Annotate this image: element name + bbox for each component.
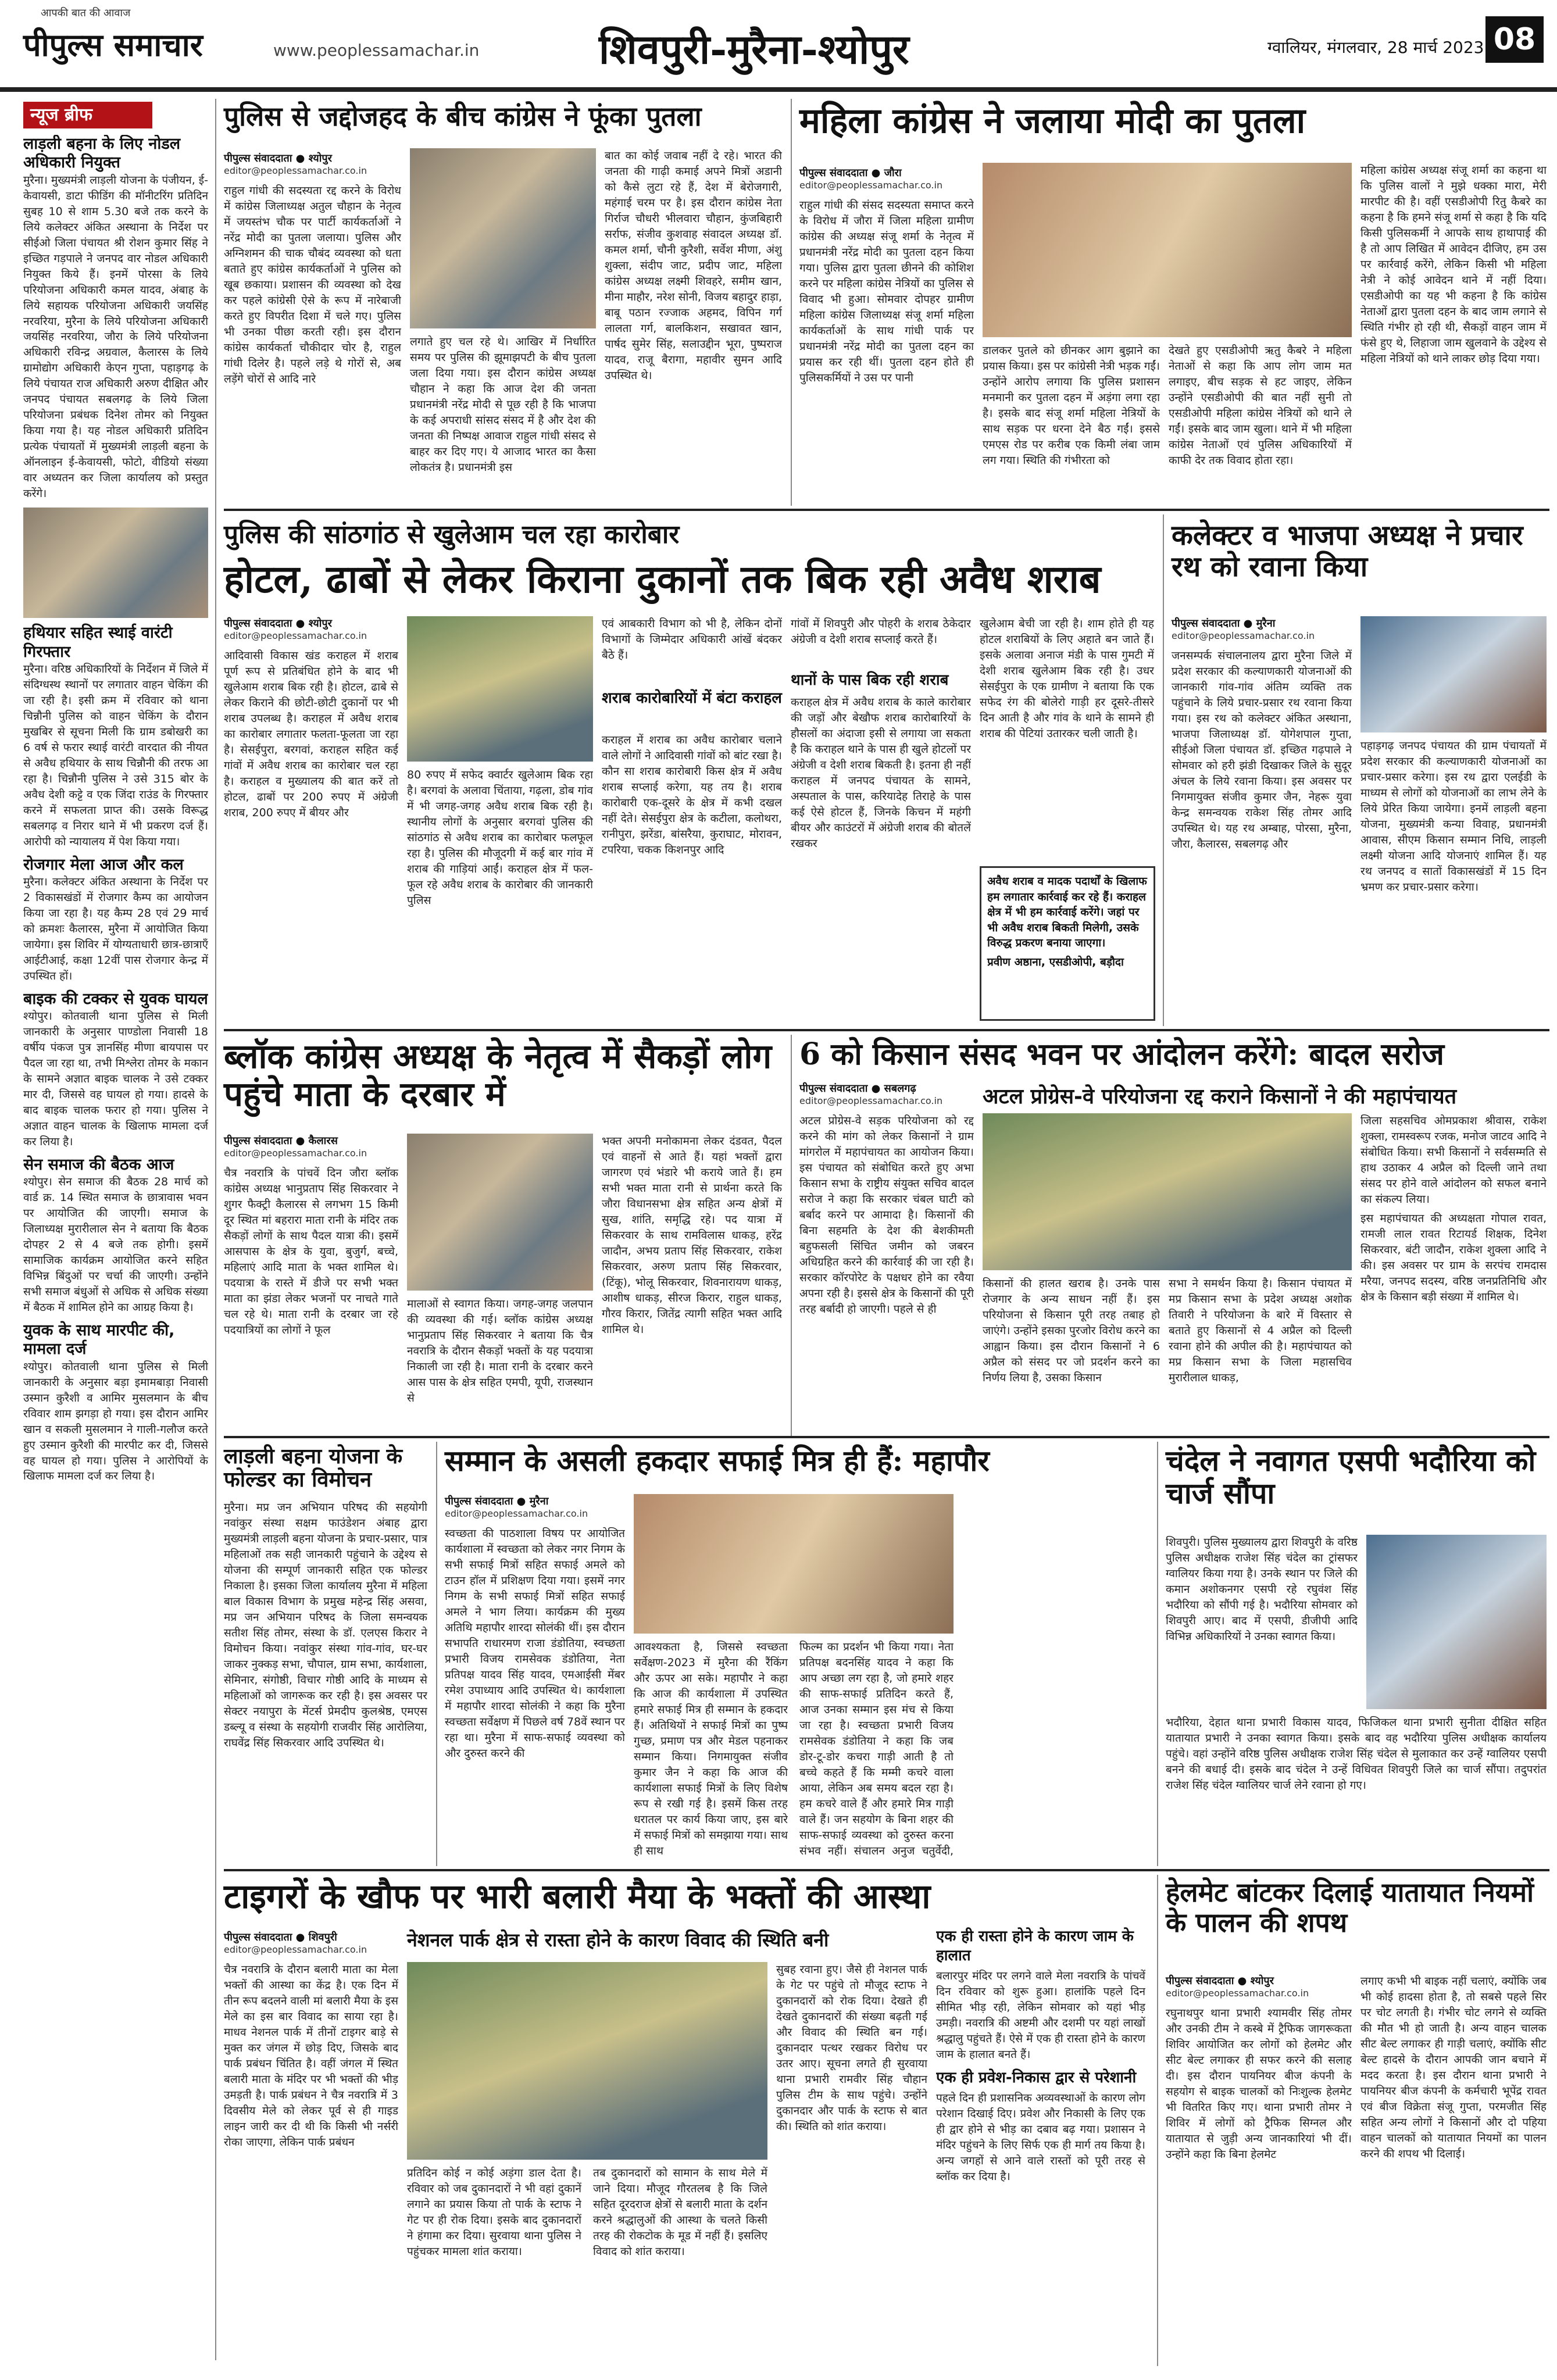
- headline-police-effigy: पुलिस से जद्दोजहद के बीच कांग्रेस ने फूंका पुतला: [224, 101, 702, 132]
- story-text: 80 रुपए में सफेद क्वार्टर खुलेआम बिक रहा है। बरगवां के अलावा चिंताया, गढ़ला, डोब गांव में भी जगह-जगह अवैध शराब बिक रही है। स्थानीय लोगों के अनुसार बरगवां पुलिस की सांठगांठ से अवैध शराब का कारोबार फलफूल रहा है। पुलिस की मौजूदगी में कई बार गांव में शराब की गाड़ियां आईं। कराहल क्षेत्र में फल-फूल रहे अवैध शराब के कारोबार की जानकारी पुलिस: [407, 769, 593, 907]
- byline-email[interactable]: editor@peoplessamachar.co.in: [224, 630, 367, 641]
- headline-mahila: महिला कांग्रेस ने जलाया मोदी का पुतला: [799, 101, 1306, 141]
- byline-block: [224, 616, 398, 641]
- story-paragraph: इस महापंचायत की अध्यक्षता गोपाल रावत, रामजी लाल रावत रिटायर्ड शिक्षक, दिनेश सिकरवार, बंटी जादौन, राकेश शुक्ला आदि ने की। इस अवसर पर ग्राम के सरपंच रामदास मरैया, जनपद सदस्य, वरिष्ठ जनप्रतिनिधि और क्षेत्र के किसान बड़ी संख्या में शामिल थे।: [1360, 1212, 1547, 1303]
- brief-item: [23, 1321, 208, 1485]
- page-number: 08: [1485, 16, 1544, 63]
- safai-event-photo: [634, 1494, 954, 1634]
- news-brief-label: न्यूज ब्रीफ: [23, 102, 152, 128]
- mela-photo: [407, 1962, 767, 2160]
- headline-ladli: लाड़ली बहना योजना के फोल्डर का विमोचन: [224, 1444, 403, 1492]
- byline-email[interactable]: editor@peoplessamachar.co.in: [224, 1148, 367, 1159]
- subheadline-tiger: नेशनल पार्क क्षेत्र से रास्ता होने के कारण विवाद की स्थिति बनी: [407, 1929, 829, 1951]
- byline-block: [1172, 616, 1346, 641]
- rath-photo: [1360, 616, 1547, 732]
- brief-item: [23, 1156, 208, 1316]
- byline-block: [1166, 1974, 1340, 1999]
- brief-title: हथियार सहित स्थाई वारंटी गिरफ्तार: [23, 624, 173, 661]
- brief-title: सेन समाज की बैठक आज: [23, 1155, 174, 1174]
- section-rule: [224, 1029, 1549, 1031]
- byline: पीपुल्स संवाददाता ● कैलारस: [224, 1135, 338, 1147]
- story-text: मालाओं से स्वागत किया। जगह-जगह जलपान की व्यवस्था की गई। ब्लॉक कांग्रेस अध्यक्ष भानुप्रताप सिंह सिकरवार ने बताया कि चैत्र नवरात्रि के दौरान सैकड़ों भक्तों के यह पदयात्रा निकाली जा रही है। माता रानी के दरबार करने आस पास के क्षेत्र सहित एमपी, यूपी, राजस्थान से: [407, 1298, 593, 1405]
- brief-body: श्योपुर। सेन समाज की बैठक 28 मार्च को वार्ड क्र. 14 स्थित समाज के छात्रावास भवन पर आयोजित की जाएगी। समाज के जिलाध्यक्ष मुरारीलाल सेन ने बताया कि बैठक दोपहर 2 से 4 बजे तक होगी। इसमें सामाजिक कार्यक्रम आयोजित करने सहित विभिन्न बिंदुओं पर चर्चा की जाएगी। उन्होंने सभी समाज बंधुओं से अधिक से अधिक संख्या में बैठक में शामिल होने का आग्रह किया है।: [23, 1175, 208, 1314]
- story-paragraph: जिला सहसचिव ओमप्रकाश श्रीवास, राकेश शुक्ला, रामस्वरूप रजक, मनोज जाटव आदि ने संबोधित किया। सभी किसानों ने सर्वसम्मति से हाथ उठाकर 4 अप्रैल को दिल्ली जाने तथा संसद पर होने वाले आंदोलन को सफल बनाने का संकल्प लिया।: [1360, 1114, 1547, 1206]
- headline-liquor: होटल, ढाबों से लेकर किराना दुकानों तक बिक रही अवैध शराब: [224, 556, 1101, 602]
- column-divider: [791, 1035, 792, 1436]
- headline-farmers: 6 को किसान संसद भवन पर आंदोलन करेंगे: बादल सरोज: [799, 1037, 1444, 1072]
- story-text: एवं आबकारी विभाग को भी है, लेकिन दोनों विभागों के जिम्मेदार अधिकारी आंखें बंदकर बैठे हैं।: [602, 617, 782, 662]
- headline-helmet: हेलमेट बांटकर दिलाई यातायात नियमों के पालन की शपथ: [1166, 1877, 1534, 1938]
- subheadline-farmers: अटल प्रोग्रेस-वे परियोजना रद्द कराने किसानों ने की महापंचायत: [983, 1085, 1457, 1109]
- headline-block-congress: ब्लॉक कांग्रेस अध्यक्ष के नेतृत्व में सैकड़ों लोग पहुंचे माता के दरबार में: [224, 1037, 772, 1114]
- byline: पीपुल्स संवाददाता ● श्योपुर: [224, 152, 332, 165]
- protest-photo: [983, 163, 1352, 337]
- story-text: अटल प्रोग्रेस-वे सड़क परियोजना को रद्द करने की मांग को लेकर किसानों ने ग्राम मांगरोल में महापंचायत का आयोजन किया। इस पंचायत को संबोधित करते हुए अभा किसान सभा के राष्ट्रीय संयुक्त सचिव बादल सरोज ने कहा कि सरकार चंबल घाटी को बर्बाद करने पर आमादा है। किसानों की बिना सहमति के देश की बेशकीमती बहुफसली सिंचित जमीन को जबरन अधिग्रहित करने की कार्रवाई की जा रही है। सरकार कॉरपोरेट के पक्षधर होने का रवैया अपना रही है। इससे क्षेत्र के किसानों की पूरी तरह बर्बादी हो जाएगी। पहले से ही: [799, 1114, 974, 1316]
- story-text: किसानों की हालत खराब है। उनके पास रोजगार के अन्य साधन नहीं हैं। इस परियोजना से किसान पूरी तरह तबाह हो जाएंगे। उन्होंने इसका पुरजोर विरोध करने का आह्वान किया। इस दौरान किसानों ने 6 अप्रैल को संसद पर जो प्रदर्शन करने का निर्णय लिया है, उसका किसान: [983, 1277, 1160, 1384]
- byline-email[interactable]: editor@peoplessamachar.co.in: [1166, 1988, 1309, 1999]
- story-text: गांवों में शिवपुरी और पोहरी के शराब ठेकेदार अंग्रेजी व देशी शराब सप्लाई करते हैं।: [791, 617, 971, 646]
- column-divider: [436, 1442, 437, 1866]
- section-title: शिवपुरी-मुरैना-श्योपुर: [599, 25, 909, 73]
- brief-title: युवक के साथ मारपीट की, मामला दर्ज: [23, 1321, 175, 1359]
- brief-body: मुरैना। वरिष्ठ अधिकारियों के निर्देशन में जिले में संदिग्धस्थ स्थानों पर लगातार वाहन चेकिंग की जा रही है। इसी क्रम में रविवार को थाना चिन्नौनी पुलिस को वाहन चेकिंग के दौरान मुखबिर से सूचना मिली कि ग्राम डबोखरी का 6 वर्ष से फरार स्थाई वारंटी वारदात की नीयत से अवैध हथियार के साथ चिन्नौनी की तरफ आ रहा है। चिन्नौनी पुलिस ने उसे 315 बोर के अवैध देशी कट्टे व एक जिंदा राउंड के गिरफ्तार करने में सफलता प्राप्त की। उसके विरूद्ध सबलगढ़ व निरार थाने में भी प्रकरण दर्ज हैं। आरोपी को न्यायालय में पेश किया गया।: [23, 662, 208, 848]
- story-text: आदिवासी विकास खंड कराहल में शराब पूर्ण रूप से प्रतिबंधित होने के बाद भी खुलेआम शराब बिक रही है। होटल, ढाबे से लेकर किराने की छोटी-छोटी दुकानों पर भी शराब उपलब्ध है। कराहल में अवैध शराब का कारोबार लगातार फलता-फूलता जा रहा है। सेसईपुरा, बरगवां, कराहल सहित कई गांवों में अवैध शराब का कारोबार चल रहा है। कराहल व मुख्यालय की बात करें तो होटल, ढाबों पर 200 रुपए में अंग्रेजी शराब, 200 रुपए में बीयर और: [224, 649, 398, 819]
- story-text: पहले दिन ही प्रशासनिक अव्यवस्थाओं के कारण लोग परेशान दिखाई दिए। प्रवेश और निकासी के लिए एक ही द्वार होने से भीड़ का दबाव बढ़ गया। प्रशासन ने मंदिर पहुंचने के लिए सिर्फ एक ही मार्ग तय किया है। अन्य जगहों से आने वाले रास्तों को पूरी तरह से ब्लॉक कर दिया है।: [936, 2092, 1145, 2184]
- story-text: फिल्म का प्रदर्शन भी किया गया। नेता प्रतिपक्ष बदनसिंह यादव ने कहा कि आप अच्छा लग रहा है, जो हमारे शहर की साफ-सफाई प्रतिदिन करते हैं, आज उनका सम्मान इस मंच से किया जा रहा है। स्वच्छता प्रभारी विजय रामसेवक डंडोतिया ने कहा कि जब डोर-टू-डोर कचरा गाड़ी आती है तो बच्चे कहते हैं कि मम्मी कचरे वाला आया, लेकिन अब समय बदल रहा है। हम कचरे वाले हैं और हमारे मित्र गाड़ी वाले हैं। जन सहयोग के बिना शहर की साफ-सफाई व्यवस्था को दुरुस्त करना संभव नहीं। संचालन अनुज चतुर्वेदी,: [799, 1641, 954, 1857]
- column-divider: [1157, 1875, 1158, 2366]
- column-divider: [215, 99, 216, 2360]
- story-text: पहाड़गढ़ जनपद पंचायत की ग्राम पंचायतों में प्रदेश सरकार की कल्याणकारी योजनाओं का प्रचार-प्रसार करेगा। इस रथ द्वारा एलईडी के माध्यम से लोगों को योजनाओं का लाभ लेने के लिये प्रेरित किया जायेगा। इनमें लाड़ली बहना योजना, मुख्यमंत्री कन्या विवाह, प्रधानमंत्री आवास, सीएम किसान सम्मान निधि, लाड़ली लक्ष्मी योजना आदि योजनाएं शामिल हैं। यह रथ जनपद व सातों विकासखंडों में 15 दिन भ्रमण कर प्रचार-प्रसार करेगा।: [1360, 739, 1547, 894]
- story-text: राहुल गांधी की संसद सदस्यता समाप्त करने के विरोध में जौरा में जिला महिला ग्रामीण कांग्रेस की अध्यक्ष संजू शर्मा के नेतृत्व में प्रधानमंत्री नरेंद्र मोदी का पुतला दहन किया गया। पुलिस द्वारा पुतला छीनने की कोशिश करने पर महिला कांग्रेस नेत्रियों का पुलिस से विवाद भी हुआ। सोमवार दोपहर ग्रामीण महिला कांग्रेस जिलाध्यक्ष संजू शर्मा महिला कार्यकर्ताओं के साथ गांधी पार्क पर प्रधानमंत्री नरेंद्र मोदी का पुतला दहन का प्रयास कर रही थीं। पुतला दहन होते ही पुलिसकर्मियों ने उस पर पानी: [799, 199, 974, 384]
- byline: पीपुल्स संवाददाता ● जौरा: [799, 167, 902, 179]
- official-quote-box: [980, 866, 1155, 1021]
- story-text: डालकर पुतले को छीनकर आग बुझाने का प्रयास किया। इस पर कांग्रेसी नेत्री भड़क गईं। उन्होंने आरोप लगाया कि पुलिस प्रशासन मनमानी कर पुतला दहन में अड़ंगा लगा रहा है। इसके बाद संजू शर्मा महिला नेत्रियों के साथ सड़क पर धरना देने बैठ गईं। इससे एमएस रोड पर करीब एक किमी लंबा जाम लग गया। स्थिति की गंभीरता को: [983, 344, 1160, 467]
- column-divider: [1163, 514, 1164, 1026]
- byline-email[interactable]: editor@peoplessamachar.co.in: [1172, 630, 1315, 641]
- brief-body: श्योपुर। कोतवाली थाना पुलिस से मिली जानकारी के अनुसार बड़ा इमामबाड़ा निवासी उस्मान कुरैशी व आमिर मुसलमान के बीच रविवार शाम झगड़ा हो गया। इस दौरान आमिर खान व सकली मुसलमान ने गाली-गलौज करते हुए उस्मान कुरैशी की मारपीट कर दी, जिससे वह घायल हो गया। पुलिस ने आरोपियों के खिलाफ मामला दर्ज कर लिया है।: [23, 1360, 208, 1483]
- story-text: जनसम्पर्क संचालनालय द्वारा मुरैना जिले में प्रदेश सरकार की कल्याणकारी योजनाओं की जानकारी गांव-गांव अंतिम व्यक्ति तक पहुंचाने के लिये प्रचार-प्रसार रथ रवाना किया गया। इस रथ को कलेक्टर अंकित अस्थाना, भाजपा जिलाध्यक्ष डॉ. योगेशपाल गुप्ता, सीईओ जिला पंचायत डॉ. इच्छित गढ़पाले ने सोमवार को हरी झंडी दिखाकर जिले के सुदूर अंचल के लिये रवाना किया। इस अवसर पर निगमायुक्त संजीव कुमार जैन, नेहरू युवा केन्द्र समन्वयक राकेश सिंह तोमर आदि उपस्थित थे। यह रथ अम्बाह, पोरसा, मुरैना, जौरा, कैलारस, सबलगढ़ और: [1172, 649, 1352, 850]
- liquor-photo: [407, 616, 593, 762]
- section-rule: [224, 1436, 1549, 1438]
- story-text: शिवपुरी। पुलिस मुख्यालय द्वारा शिवपुरी के वरिष्ठ पुलिस अधीक्षक राजेश सिंह चंदेल का ट्रांसफर ग्वालियर किया गया है। उनके स्थान पर जिले की कमान अशोकनगर एसपी रहे रघुवंश सिंह भदौरिया को सौंपी गई है। भदौरिया सोमवार को शिवपुरी आए। बाद में एसपी, डीजीपी आदि विभिन्न अधिकारियों ने उनका स्वागत किया।: [1166, 1536, 1358, 1643]
- subhead: थानों के पास बिक रही शराब: [791, 671, 949, 689]
- story-text: बलारपुर मंदिर पर लगने वाले मेला नवरात्रि के पांचवें दिन रविवार को शुरू हुआ। हालांकि पहले दिन सीमित भीड़ रही, लेकिन सोमवार को यहां भीड़ उमड़ी। नवरात्रि की अष्टमी और दशमी पर यहां लाखों श्रद्धालु पहुंचते हैं। ऐसे में एक ही रास्ता होने के कारण जाम के हालात बनते हैं।: [936, 1970, 1145, 2061]
- story-text: चैत्र नवरात्रि के दौरान बलारी माता का मेला भक्तों की आस्था का केंद्र है। एक दिन में तीन रूप बदलने वाली मां बलारी मैया के इस मेले का इस बार विवाद का साया रहा है। माधव नेशनल पार्क में तीनों टाइगर बाड़े से मुक्त कर जंगल में छोड़ दिए, जिसके बाद पार्क प्रबंधन चिंतित है। वहीं जंगल में स्थित बलारी माता के मंदिर पर भी भक्तों की भीड़ उमड़ती है। पार्क प्रबंधन ने चैत्र नवरात्रि में 3 दिवसीय मेले को लेकर पूर्व से ही गाइड लाइन जारी कर दी थी कि किसी भी नर्सरी रोका जाएगा, लेकिन पार्क प्रबंधन: [224, 1963, 398, 2149]
- byline: पीपुल्स संवाददाता ● मुरैना: [445, 1495, 549, 1507]
- story-text: सुबह रवाना हुए। जैसे ही नेशनल पार्क के गेट पर पहुंचे तो मौजूद स्टाफ ने दुकानदारों को रोक दिया। देखते ही देखते दुकानदारों की संख्या बढ़ती गई और विवाद की स्थिति बन गई। दुकानदार पत्थर रखकर विरोध पर उतर आए। सूचना लगते ही सुरवाया थाना प्रभारी रामवीर सिंह चौहान पुलिस टीम के साथ पहुंचे। उन्होंने दुकानदार और पार्क के स्टाफ से बात की। स्थिति को शांत कराया।: [776, 1963, 927, 2133]
- brief-title: लाड़ली बहना के लिए नोडल अधिकारी नियुक्त: [23, 135, 181, 172]
- brief-item: [23, 990, 208, 1150]
- byline-block: [224, 151, 398, 176]
- story-text: लगाए कभी भी बाइक नहीं चलाएं, क्योंकि जब भी कोई हादसा होता है, तो सबसे पहले सिर पर चोट लगती है। गंभीर चोट लगने से व्यक्ति की मौत भी हो जाती है। अन्य वाहन चालक सीट बेल्ट लगाकर ही गाड़ी चलाएं, क्योंकि सीट बेल्ट हादसे के दौरान आपकी जान बचाने में मदद करता है। इस दौरान थाना प्रभारी ने पायनियर बीज कंपनी के कर्मचारी भूपेंद्र रावत एवं बीज विक्रेता संजू गुप्ता, परमजीत सिंह सहित अन्य लोगों ने किसानों और दो पहिया वाहन चालकों को यातायात नियमों का पालन करने की शपथ भी दिलाई।: [1360, 1975, 1547, 2160]
- padyatra-photo: [407, 1134, 593, 1291]
- story-text: बात का कोई जवाब नहीं दे रहे। भारत की जनता की गाढ़ी कमाई अपने मित्रों अडानी को कैसे लुटा रहे हैं, देश में बेरोजगारी, महंगाई चरम पर है। इस दौरान कांग्रेस नेता गिर्राज चौधरी भीलवारा चौहान, कुंजबिहारी सर्राफ, संजीव कुशवाह संवादल अध्यक्ष डॉ. कमल शर्मा, चौनी कुरैशी, सर्वेश मीणा, अंशु शुक्ला, संदीप जाट, प्रदीप जाट, महिला कांग्रेस अध्यक्ष लक्ष्मी शिवहरे, समीम खान, मीना माहौर, नरेश सोनी, विजय बहादुर हाड़ा, बाबू पठान रज्जाक अहमद, विपिन गर्ग लालता गर्ग, बालकिशन, सखावत खान, पार्षद सुमेर सिंह, सलाउद्दीन भूरा, पुष्पराज यादव, राजू बैरागा, महावीर सुमन आदि उपस्थित थे।: [605, 149, 782, 382]
- byline-block: [224, 1134, 398, 1159]
- story-text: [1360, 1113, 1547, 1430]
- byline: पीपुल्स संवाददाता ● सबलगढ़: [799, 1082, 916, 1095]
- story-text: कराहल में शराब का अवैध कारोबार चलाने वाले लोगों ने आदिवासी गांवों को बांट रखा है। कौन सा शराब कारोबारी किस क्षेत्र में अवैध शराब सप्लाई करेगा, यह तय है। शराब कारोबारी एक-दूसरे के क्षेत्र में कभी दखल नहीं देते। सेसईपुरा क्षेत्र के कटीला, कलोथरा, रानीपुरा, झरेंडा, बांसरैया, कुराघाट, मोरावन, टपरिया, चकक किशनपुर आदि: [602, 734, 782, 856]
- section-rule: [224, 509, 1549, 511]
- headline-collector: कलेक्टर व भाजपा अध्यक्ष ने प्रचार रथ को रवाना किया: [1172, 519, 1523, 583]
- story-text: महिला कांग्रेस अध्यक्ष संजू शर्मा का कहना था कि पुलिस वालों ने मुझे धक्का मारा, मेरी मारपीट की है। वहीं एसडीओपी रितु कैबरे का कहना है कि हमने संजू शर्मा से कहा है कि यदि किसी पुलिसकर्मी ने आपके साथ हाथापाई की है तो आप लिखित में आवेदन दीजिए, हम उस पर कार्रवाई करेंगे, लेकिन किसी भी महिला नेत्री ने कोई आवेदन थाने में नहीं दिया। एसडीओपी का यह भी कहना है कि कांग्रेस नेताओं द्वारा पुतला दहन के बाद जाम लगाने से स्थिति गंभीर हो रही थी, सैकड़ों वाहन जाम में फंसे हुए थे, लिहाजा जाम खुलवाने के उद्देश्य से महिला नेत्रियों को थाने लाकर छोड़ दिया गया।: [1360, 164, 1547, 365]
- brief-body: श्योपुर। कोतवाली थाना पुलिस से मिली जानकारी के अनुसार पाण्डोला निवासी 18 वर्षीय पंकज पुत्र ज्ञानसिंह मीणा बायपास पर पैदल जा रहा था, तभी मिश्लेरा तोमर के मकान के सामने अज्ञात बाइक चालक ने उसे टक्कर मार दी, जिससे वह घायल हो गया। हादसे के बाद बाइक चालक फरार हो गया। पुलिस ने अज्ञात वाहन चालक के खिलाफ मामला दर्ज कर लिया है।: [23, 1010, 208, 1148]
- story-text: भक्त अपनी मनोकामना लेकर दंडवत, पैदल एवं वाहनों से आते हैं। यहां भक्तों द्वारा जागरण एवं भंडारे भी कराये जाते हैं। हम सभी भक्त माता रानी से प्रार्थना करते कि जौरा विधानसभा क्षेत्र सहित अन्य क्षेत्रों में सुख, शांति, समृद्धि रहे। पद यात्रा में सिकरवार के साथ रामविलास धाकड़, हरेंद्र जादौन, अभय प्रताप सिंह सिकरवार, राकेश सिकरवार, अरुण प्रताप सिंह सिकरवार, (टिंकू), भोलू सिकरवार, शिवनारायण धाकड़, आशीष धाकड़, सीरज किरार, राहुल धाकड़, गौरव किरार, जितेंद्र त्यागी सहित भक्त आदि शामिल थे।: [602, 1135, 782, 1336]
- sp-photo: [1366, 1535, 1547, 1709]
- site-url[interactable]: www.peoplessamachar.in: [273, 41, 480, 60]
- byline-email[interactable]: editor@peoplessamachar.co.in: [224, 165, 367, 176]
- quote-text: अवैध शराब व मादक पदार्थों के खिलाफ हम लगातार कार्रवाई कर रहे हैं। कराहल क्षेत्र में भी हम कार्रवाई करेंगे। जहां पर भी अवैध शराब बिकती मिलेगी, उसके विरुद्ध प्रकरण बनाया जाएगा।: [987, 875, 1147, 950]
- byline-email[interactable]: editor@peoplessamachar.co.in: [224, 1944, 367, 1955]
- story-text: भदौरिया, देहात थाना प्रभारी विकास यादव, फिजिकल थाना प्रभारी सुनीता दीक्षित सहित यातायात प्रभारी ने उनका स्वागत किया। इसके बाद वह भदौरिया पुलिस अधीक्षक कार्यालय पहुंचे। वहां उन्होंने वरिष्ठ पुलिस अधीक्षक राजेश सिंह चंदेल से मुलाकात कर उन्हें ग्वालियर एसपी बनने की बधाई दी। इसके बाद चंदेल ने उन्हें विधिवत शिवपुरी जिले का चार्ज सौंपा। तदुपरांत राजेश सिंह चंदेल ग्वालियर चार्ज लेने रवाना हो गए।: [1166, 1716, 1547, 1792]
- story-text: खुलेआम बेची जा रही है। शाम होते ही यह होटल शराबियों के लिए अहाते बन जाते हैं। इसके अलावा अनाज मंडी के पास गुमटी में देशी शराब खुलेआम बिक रही है। उधर सेसईपुरा के एक ग्रामीण ने बताया कि एक सफेद रंग की बोलेरो गाड़ी हर दूसरे-तीसरे दिन आती है और गांव के थाने के सामने ही शराब की पेटियां उतारकर चली जाती है।: [980, 617, 1154, 740]
- brief-title: बाइक की टक्कर से युवक घायल: [23, 989, 208, 1008]
- story-text: कराहल क्षेत्र में अवैध शराब के काले कारोबार की जड़ों और बेखौफ शराब कारोबारियों के हौसलों का अंदाजा इसी से लगाया जा सकता है कि कराहल थाने के पास ही खुले होटलों पर अंग्रेजी व देशी शराब बिकती है। इतना ही नहीं कराहल में जनपद पंचायत के सामने, अस्पताल के पास, करियादेह तिराहे के पास कई ऐसे होटल हैं, जिनके किचन में महंगी बीयर और काउंटरों में अंग्रेजी शराब की बोतलें रखकर: [791, 696, 971, 850]
- subhead: शराब कारोबारियों में बंटा कराहल: [602, 689, 782, 707]
- brand-logo: पीपुल्स समाचार: [23, 27, 203, 63]
- column-divider: [791, 99, 792, 506]
- headline-safai: सम्मान के असली हकदार सफाई मित्र ही हैं: महापौर: [445, 1443, 990, 1478]
- quote-signature: प्रवीण अष्ठाना, एसडीओपी, बड़ौदा: [987, 955, 1124, 969]
- kicker-liquor: पुलिस की सांठगांठ से खुलेआम चल रहा कारोबार: [224, 520, 680, 549]
- effigy-photo: [410, 148, 596, 328]
- byline-block: [224, 1930, 398, 1955]
- story-text: स्वच्छता की पाठशाला विषय पर आयोजित कार्यशाला में स्वच्छता को लेकर नगर निगम के सभी सफाई मित्रों सहित सफाई अमले को टाउन हॉल में प्रशिक्षण दिया गया। इसमें नगर निगम के सभी सफाई मित्रों सहित सफाई अमले ने भाग लिया। कार्यक्रम की मुख्य अतिथि महापौर शारदा सोलंकी थीं। इस दौरान सभापति राधारमण राजा डंडोतिया, स्वच्छता प्रभारी विजय रामसेवक डंडोतिया, नेता प्रतिपक्ष यादव सिंह यादव, एमआईसी मेंबर रमेश उपाध्याय आदि उपस्थित थे। कार्यशाला में महापौर शारदा सोलंकी ने कहा कि मुरैना स्वच्छता सर्वेक्षण में पिछले वर्ष 78वें स्थान पर रहा था। मुरैना में साफ-सफाई व्यवस्था को और दुरुस्त करने की: [445, 1527, 625, 1760]
- story-text: प्रतिदिन कोई न कोई अड़ंगा डाल देता है। रविवार को जब दुकानदारों ने भी वहां दुकानें लगाने का प्रयास किया तो पार्क के स्टाफ ने गेट पर ही रोक दिया। इसके बाद दुकानदारों ने हंगामा कर दिया। सुरवाया थाना पुलिस ने पहुंचकर मामला शांत कराया।: [407, 2167, 581, 2258]
- byline-email[interactable]: editor@peoplessamachar.co.in: [799, 1095, 943, 1106]
- story-text: लगाते हुए चल रहे थे। आखिर में निर्धारित समय पर पुलिस की झूमाझपटी के बीच पुतला जला दिया गया। इस दौरान कांग्रेस अध्यक्ष चौहान ने कहा कि आज देश की जनता प्रधानमंत्री नरेंद्र मोदी से पूछ रही है कि भाजपा के कई अपराधी सांसद संसद में है और देश की जनता की निष्पक्ष आवाज राहुल गांधी संसद से बाहर कर दिए गए। ये आजाद भारत का कैसा लोकतंत्र है। प्रधानमंत्री इस: [410, 335, 596, 474]
- story-text: रघुनाथपुर थाना प्रभारी श्यामवीर सिंह तोमर और उनकी टीम ने कस्बे में ट्रैफिक जागरूकता शिविर आयोजित कर लोगों को हेलमेट और सीट बेल्ट लगाकर ही सफर करने की सलाह दी। इस दौरान पायनियर बीज कंपनी के सहयोग से बाइक चालकों को निःशुल्क हेलमेट भी वितरित किए गए। थाना प्रभारी तोमर ने शिविर में लोगों को ट्रैफिक सिग्नल और यातायात से जुड़ी अन्य जानकारियां भी दीं। उन्होंने कहा कि बिना हेलमेट: [1166, 2007, 1352, 2161]
- story-text: राहुल गांधी की सदस्यता रद्द करने के विरोध में कांग्रेस जिलाध्यक्ष अतुल चौहान के नेतृत्व में जयस्तंभ चौक पर पार्टी कार्यकर्ताओं ने नरेंद्र मोदी का पुतला जलाया। पुलिस और अग्निशमन की चाक चौबंद व्यवस्था को धता बताते हुए कांग्रेस कार्यकर्ताओं ने पुलिस को खूब छकाया। प्रशासन की व्यवस्था को देख कर पहले कांग्रेसी ऐसे के रूप में नारेबाजी करते हुए विपरीत दिशा में चले गए। पुलिस भी उनका पीछा करती रही। इस दौरान कांग्रेस कार्यकर्ता चौकीदार चोर है, राहुल गांधी दिलेर है। पहले लड़े थे गोरों से, अब लड़ेंगे चोरों से आदि नारे: [224, 184, 401, 385]
- brand-tagline: आपकी बात की आवाज: [41, 7, 131, 19]
- subhead: एक ही रास्ता होने के कारण जाम के हालात: [936, 1928, 1134, 1964]
- column-divider: [1157, 1442, 1158, 1866]
- byline: पीपुल्स संवाददाता ● मुरैना: [1172, 617, 1276, 630]
- section-rule: [224, 1869, 1549, 1871]
- byline: पीपुल्स संवाददाता ● शिवपुरी: [224, 1931, 337, 1943]
- dateline: ग्वालियर, मंगलवार, 28 मार्च 2023: [1267, 38, 1484, 57]
- byline: पीपुल्स संवाददाता ● श्योपुर: [224, 617, 332, 630]
- mahapanchayat-photo: [983, 1113, 1352, 1270]
- side-box: [936, 1927, 1145, 2363]
- briefs-column: [23, 135, 208, 2356]
- story-text: देखते हुए एसडीओपी ऋतु कैबरे ने महिला नेताओं से कहा कि आप लोग जाम मत लगाइए, बीच सड़क से हट जाइए, लेकिन उन्होंने एसडीओपी की बात नहीं सुनी तो एसडीओपी महिला कांग्रेस नेत्रियों को थाने ले गईं। इसके बाद जाम खुला। थाने में भी महिला कांग्रेस नेताओं एवं पुलिस अधिकारियों में काफी देर तक विवाद होता रहा।: [1169, 344, 1352, 467]
- story-text: चैत्र नवरात्रि के पांचवें दिन जौरा ब्लॉक कांग्रेस अध्यक्ष भानुप्रताप सिंह सिकरवार ने शुगर फैक्ट्री कैलारस से लगभग 15 किमी दूर स्थित मां बहरारा माता रानी के मंदिर तक सैकड़ों लोगों के साथ पैदल यात्रा की। इसमें आसपास के क्षेत्र के युवा, बुजुर्ग, बच्चे, महिलाएं आदि माता के भक्त शामिल थे। पदयात्रा के रास्ते में डीजे पर सभी भक्त माता का झंडा लेकर भजनों पर नाचते गाते चल रहे थे। माता रानी के दरबार जा रहे पदयात्रियों का लोगों ने फूल: [224, 1167, 398, 1336]
- headline-tiger: टाइगरों के खौफ पर भारी बलारी मैया के भक्तों की आस्था: [224, 1877, 931, 1916]
- byline-email[interactable]: editor@peoplessamachar.co.in: [799, 180, 943, 191]
- brief-body: मुरैना। कलेक्टर अंकित अस्थाना के निर्देश पर 2 विकासखंडों में रोजगार कैम्प का आयोजन किया जा रहा है। यह कैम्प 28 एवं 29 मार्च को क्रमशः कैलारस, मुरैना में आयोजित किया जायेगा। इस शिविर में योग्यताधारी छात्र-छात्राएँ आईटीआई, कक्षा 12वीं पास रोजगार केन्द्र में उपस्थित हों।: [23, 875, 208, 982]
- byline-block: [445, 1494, 619, 1519]
- byline-block: [799, 166, 974, 191]
- brief-photo: [23, 508, 208, 618]
- headline-sp: चंदेल ने नवागत एसपी भदौरिया को चार्ज सौंपा: [1166, 1443, 1536, 1510]
- byline-email[interactable]: editor@peoplessamachar.co.in: [445, 1508, 588, 1519]
- story-text: आवश्यकता है, जिससे स्वच्छता सर्वेक्षण-2023 में मुरैना की रैंकिंग और ऊपर आ सके। महापौर ने कहा कि आज की कार्यशाला में उपस्थित हमारे सफाई मित्र ही सम्मान के हकदार हैं। अतिथियों ने सफाई मित्रों का पुष्प गुच्छ, प्रमाण पत्र और मेडल पहनाकर सम्मान किया। निगमायुक्त संजीव कुमार जैन ने कहा कि आज की कार्यशाला सफाई मित्रों के लिए विशेष रूप से रखी गई है। इसमें किस तरह धरातल पर कार्य किया जाए, इस बारे में सफाई मित्रों को समझाया गया। साथ ही साथ: [634, 1641, 788, 1857]
- brief-item: [23, 856, 208, 984]
- byline: पीपुल्स संवाददाता ● श्योपुर: [1166, 1975, 1274, 1987]
- story-text: मुरैना। मप्र जन अभियान परिषद की सहयोगी नवांकुर संस्था सक्षम फाउंडेशन अंबाह द्वारा मुख्यमंत्री लाड़ली बहना योजना के प्रचार-प्रसार, पात्र महिलाओं तक सही जानकारी पहुंचाने के उद्देश्य से योजना की सम्पूर्ण जानकारी सहित एक फोल्डर निकाला है। इसका जिला कार्यालय मुरैना में महिला बाल विकास विभाग के प्रमुख महेन्द्र सिंह असवा, मप्र जन अभियान परिषद के जिला समन्वयक सतीश सिंह तोमर, संस्था के डॉ. एलएस किरार ने विमोचन किया। नवांकुर संस्था गांव-गांव, घर-घर जाकर नुक्कड़ सभा, चौपाल, ग्राम सभा, कार्यशाला, सेमिनार, संगोष्ठी, विचार गोष्ठी आदि के माध्यम से महिलाओं को जागरूक कर रही है। इस अवसर पर सेक्टर नयापुरा के मेंटर्स प्रेमदीप कुलश्रेष्ठ, एमएस डब्ल्यू व संस्था के सहयोगी राजवीर सिंह आरोलिया, राघवेंद्र सिंह सिकरवार आदि उपस्थित थे।: [224, 1501, 427, 1749]
- brief-item: [23, 135, 208, 502]
- brief-title: रोजगार मेला आज और कल: [23, 855, 184, 874]
- brief-item: [23, 624, 208, 849]
- story-text: सभा ने समर्थन किया है। किसान पंचायत में मप्र किसान सभा के प्रदेश अध्यक्ष अशोक तिवारी ने परियोजना के बारे में विस्तार से बताते हुए किसानों से 4 अप्रैल को दिल्ली रवाना होने की अपील की है। महापंचायत को मप्र किसान सभा के जिला महासचिव मुरारीलाल धाकड़,: [1169, 1277, 1352, 1384]
- story-text: तब दुकानदारों को सामान के साथ मेले में जाने दिया। मौजूद गौरतलब है कि जिले सहित दूरदराज क्षेत्रों से बलारी माता के दर्शन करने श्रद्धालुओं की आस्था के चलते किसी तरह की रोकटोक के मूड में नहीं हैं। इसलिए विवाद को शांत कराया।: [593, 2167, 767, 2258]
- brief-body: मुरैना। मुख्यमंत्री लाड़ली योजना के पंजीयन, ई-केवायसी, डाटा फीडिंग की मॉनीटरिंग प्रतिदिन सुबह 10 से शाम 5.30 बजे तक करने के लिये कलेक्टर अंकित अस्थाना के निर्देश पर सीईओ जिला पंचायत श्री रोशन कुमार सिंह ने इच्छित गड़पाले ने जनपद वार नोडल अधिकारी नियुक्त किये हैं। इनमें पोरसा के लिये परियोजना अधिकारी कमल यादव, अंबाह के लिये सहायक परियोजना अधिकारी जयसिंह नरवरिया, मुरैना के लिये परियोजना अधिकारी जयसिंह नरवरिया, जौरा के लिये परियोजना अधिकारी रविन्द्र अग्रवाल, कैलारस के लिये ग्रामोद्योग अधिकारी केएन गुप्ता, पहाड़गढ़ के लिये पंचायत राज अधिकारी अरुण दीक्षित और जनपद पंचायत सबलगढ़ के लिये जिला परियोजना प्रबंधक दिनेश तोमर को नियुक्त किया गया है। यह नोडल अधिकारी प्रतिदिन प्रत्येक पंचायतों में मुख्यमंत्री लाड़ली बहना के ऑनलाइन ई-केवायसी, फोटो, वीडियो संख्या वार अध्यतन कर जिला कार्यालय को प्रस्तुत करेंगे।: [23, 173, 208, 501]
- byline-block: [799, 1081, 974, 1106]
- subhead: एक ही प्रवेश-निकास द्वार से परेशानी: [936, 2068, 1137, 2086]
